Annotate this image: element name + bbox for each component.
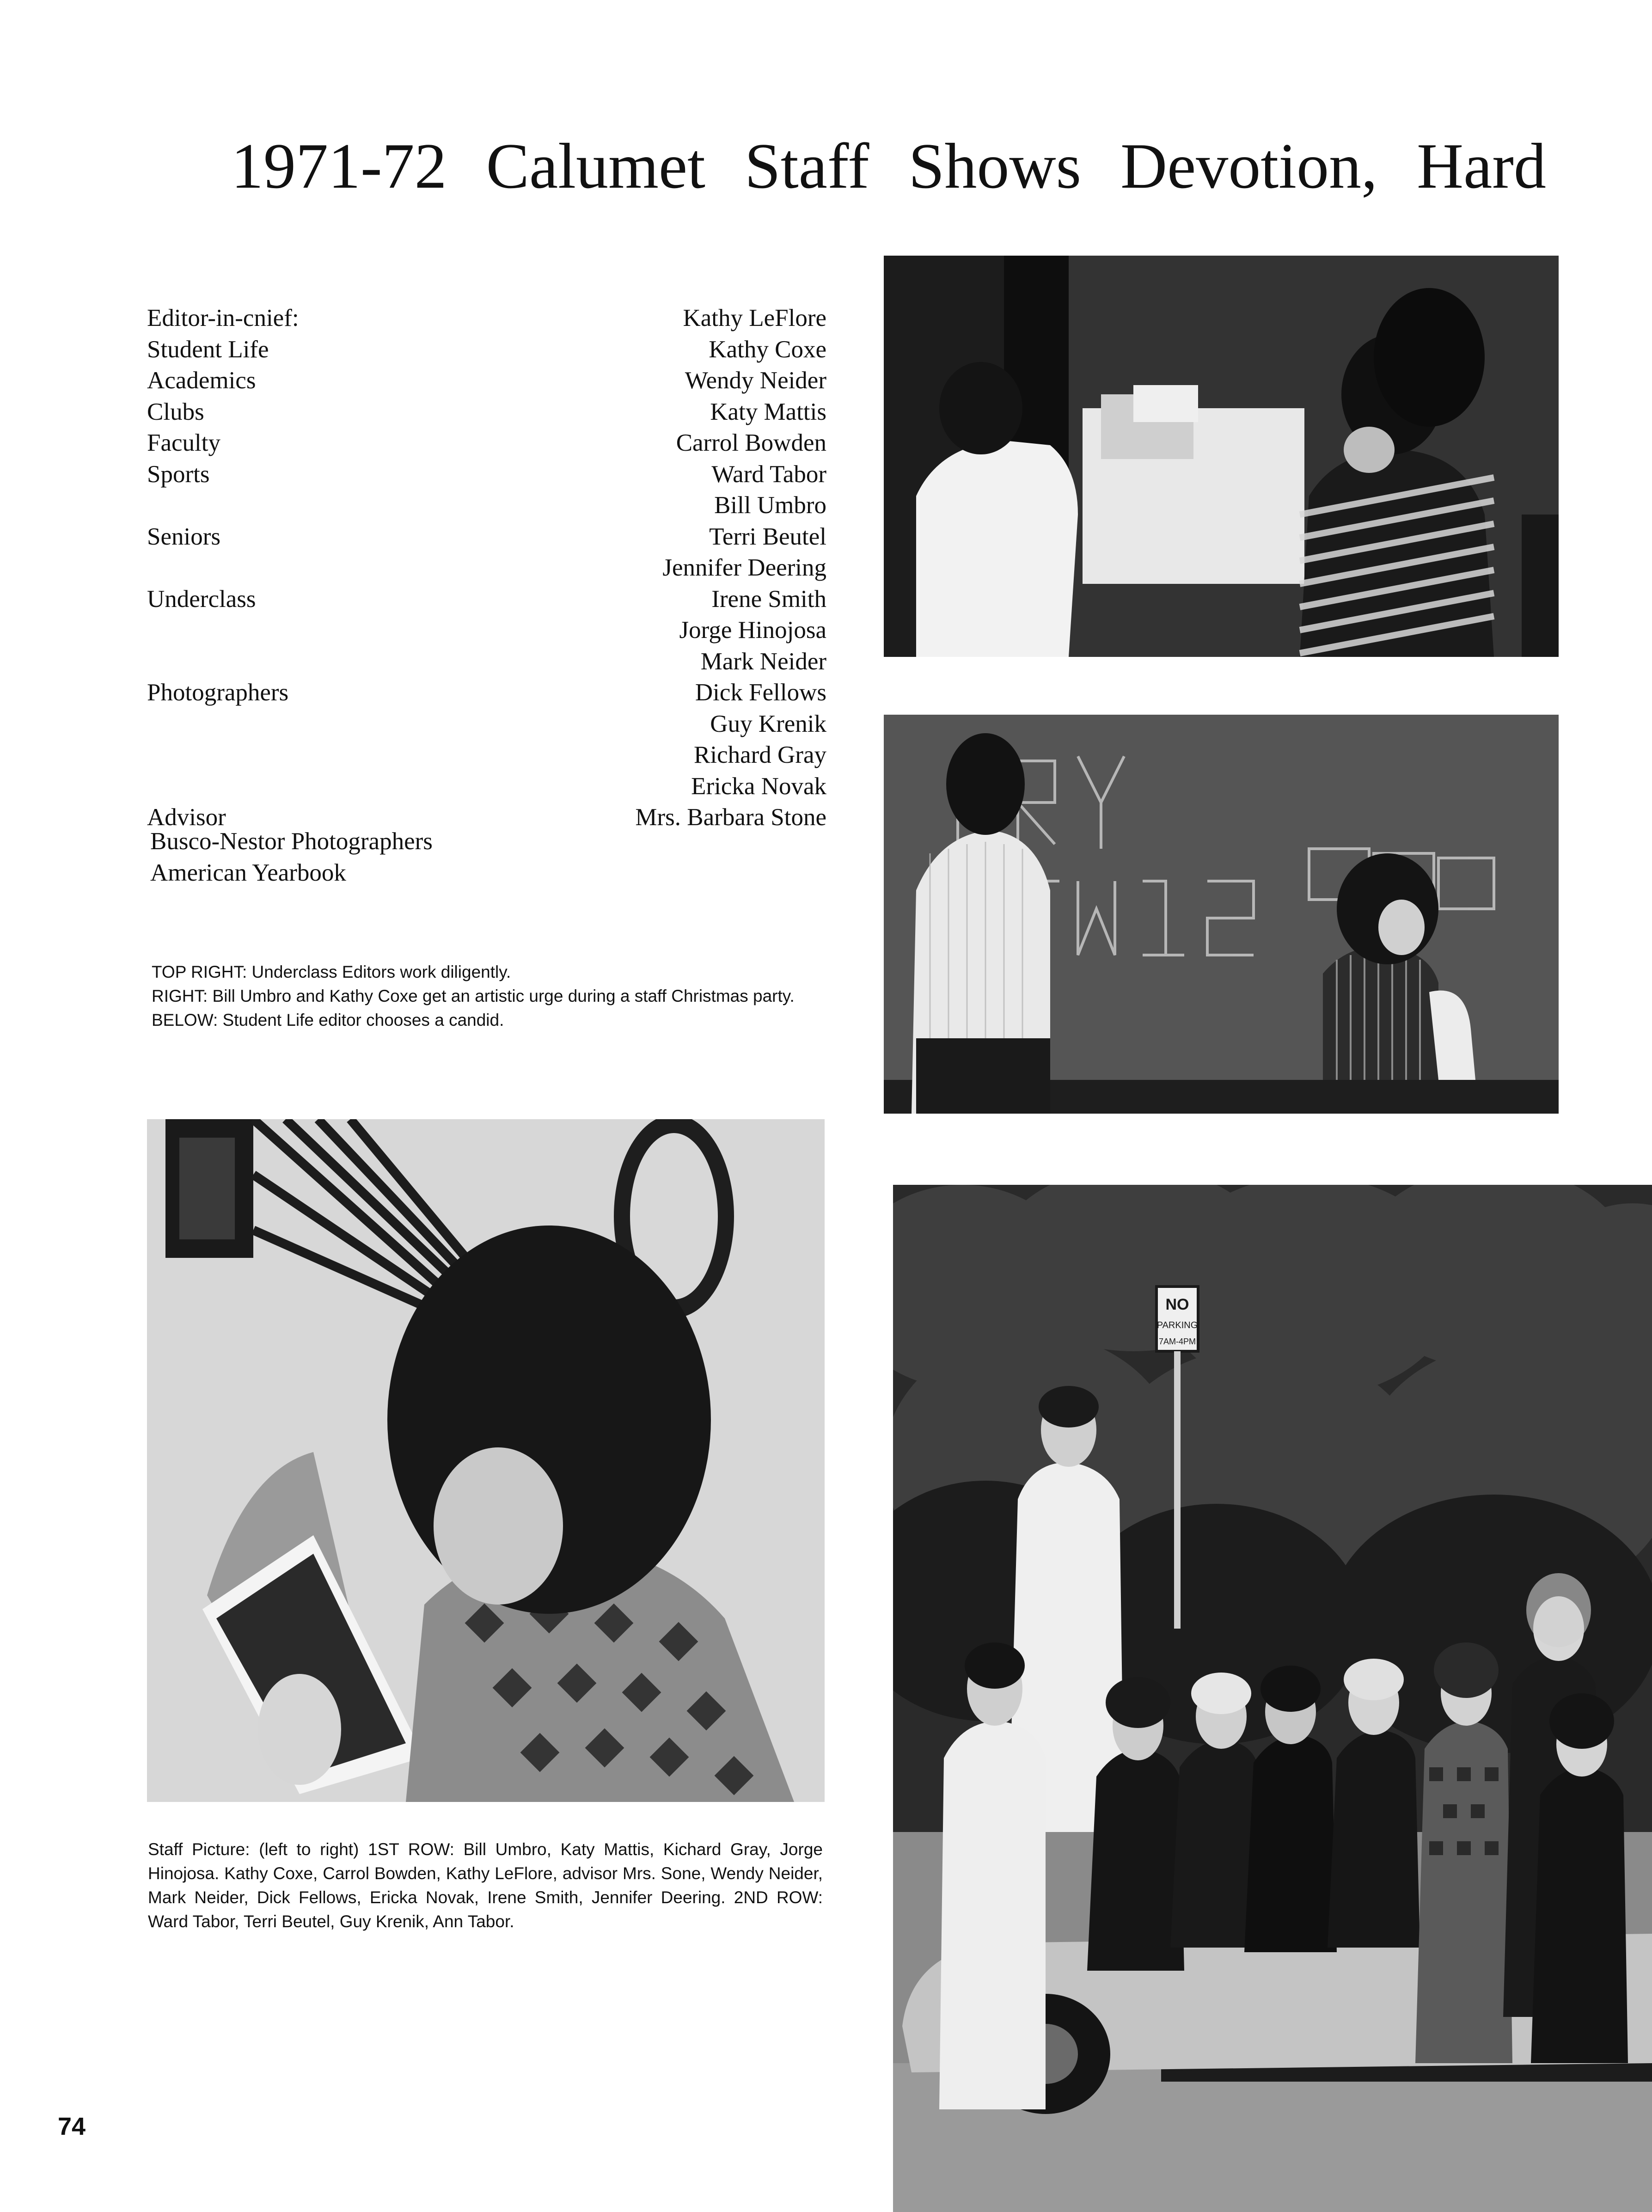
staff-name: Bill Umbro: [714, 492, 826, 519]
staff-name: Wendy Neider: [685, 367, 826, 394]
staff-list: [147, 303, 826, 833]
staff-role: Faculty: [147, 429, 220, 456]
staff-name: Carrol Bowden: [676, 429, 826, 456]
staff-role: Academics: [147, 367, 256, 394]
staff-row: [147, 428, 826, 459]
photo-christmas-chalkboard-image: [884, 715, 1559, 1114]
staff-row: [147, 397, 826, 428]
staff-role: Student Life: [147, 336, 269, 363]
staff-name: Ericka Novak: [691, 772, 826, 800]
staff-role: Seniors: [147, 523, 220, 550]
staff-row: [147, 459, 826, 490]
staff-row: [147, 740, 826, 771]
caption-top-right: TOP RIGHT: Underclass Editors work diligently.: [152, 962, 511, 981]
staff-row: [147, 615, 826, 646]
photo-student-life-editor-image: [147, 1119, 825, 1802]
parking-sign-top: NO: [1165, 1296, 1189, 1313]
staff-name: Kathy LeFlore: [683, 305, 826, 331]
parking-sign-bottom: 7AM-4PM: [1158, 1337, 1196, 1346]
staff-name: Mrs. Barbara Stone: [635, 804, 826, 831]
staff-role: Clubs: [147, 398, 204, 425]
staff-role: Sports: [147, 460, 210, 488]
staff-row: [147, 771, 826, 803]
photo-underclass-editors-image: [884, 256, 1559, 657]
staff-row: [147, 646, 826, 678]
staff-picture-caption: Staff Picture: (left to right) 1ST ROW: Bill Umbro, Katy Mattis, Kichard Gray, Jorge Hinojosa. Kathy Coxe, Carrol Bowden, Kathy LeFlore, advisor Mrs. Sone, Wendy Neider, Mark Neider, Dick Fellows, Ericka Novak, Irene Smith, Jennifer Deering. 2ND ROW: Ward Tabor, Terri Beutel, Guy Krenik, Ann Tabor.: [148, 1840, 823, 1931]
staff-name: Dick Fellows: [695, 679, 826, 706]
parking-sign-middle: PARKING: [1156, 1320, 1198, 1330]
staff-role: Underclass: [147, 585, 256, 613]
staff-row: [147, 490, 826, 521]
staff-row: [147, 334, 826, 366]
staff-row: [147, 584, 826, 615]
staff-name: Mark Neider: [700, 648, 826, 675]
publisher-credit: American Yearbook: [150, 859, 346, 886]
staff-row: [147, 365, 826, 397]
staff-name: Katy Mattis: [710, 398, 826, 425]
staff-name: Jorge Hinojosa: [679, 617, 826, 643]
staff-role: Advisor: [147, 804, 226, 831]
photo-staff-group: [893, 1185, 1652, 2212]
staff-row: [147, 552, 826, 584]
staff-row: [147, 303, 826, 334]
photo-staff-group-image: [893, 1185, 1652, 2212]
photo-captions: [152, 960, 826, 1032]
photo-underclass-editors: [884, 256, 1559, 657]
photo-student-life-editor: [147, 1119, 825, 1802]
staff-row: [147, 677, 826, 709]
credits: [150, 826, 433, 888]
staff-name: Irene Smith: [711, 585, 826, 613]
staff-row: [147, 521, 826, 553]
staff-name: Jennifer Deering: [662, 554, 826, 581]
staff-name: Ward Tabor: [711, 460, 826, 488]
caption-right: RIGHT: Bill Umbro and Kathy Coxe get an artistic urge during a staff Christmas party.: [152, 987, 795, 1005]
staff-role: Editor-in-cnief:: [147, 305, 299, 331]
caption-below: BELOW: Student Life editor chooses a candid.: [152, 1011, 504, 1029]
staff-role: Photographers: [147, 679, 289, 706]
staff-name: Terri Beutel: [709, 523, 826, 550]
staff-name: Kathy Coxe: [709, 336, 826, 363]
staff-name: Richard Gray: [694, 741, 826, 768]
page-number: 74: [58, 2113, 86, 2140]
page-title: 1971-72 Calumet Staff Shows Devotion, Hard: [231, 130, 1546, 202]
photographer-credit: Busco-Nestor Photographers: [150, 828, 433, 855]
staff-row: [147, 709, 826, 740]
photo-christmas-chalkboard: [884, 715, 1559, 1114]
staff-name: Guy Krenik: [710, 710, 826, 737]
